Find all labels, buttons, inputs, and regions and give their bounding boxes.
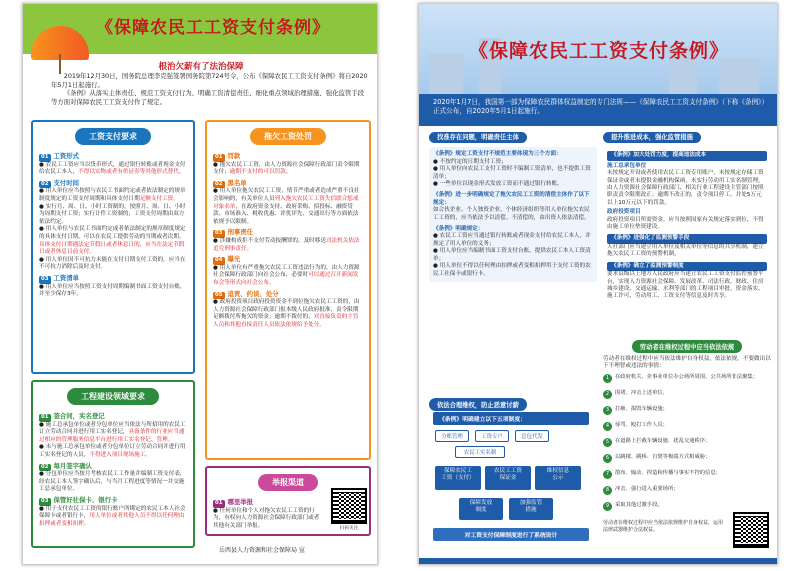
system-box: 农民工实名制: [455, 446, 505, 458]
box-wage-requirements-title: 工资支付要求: [75, 128, 151, 145]
section-lawful: [603, 334, 771, 371]
left-intro: [51, 72, 369, 106]
section-accountability: 05 追责、约谈、处分: [215, 289, 279, 298]
building-shape: [719, 58, 759, 94]
box-penalties-body: [213, 150, 363, 329]
left-qr-caption: 扫码关注: [339, 526, 359, 531]
list-item: 8 冲击、强行进入重要场所；: [603, 486, 771, 499]
system-box: 保障发放 制度: [459, 498, 503, 520]
system-box: 维权信息 公示: [535, 466, 581, 490]
left-footer: 岳西县人力资源和社会保障局 宣: [219, 547, 305, 554]
section-supervision-pill: 提升推进成本，强化监管措施: [603, 132, 701, 143]
list-item: 5 在道路上拦截车辆设施、扰乱交通秩序；: [603, 438, 771, 451]
section-fine: 01 罚款: [215, 152, 241, 160]
section-criminal: 03 刑事责任: [215, 228, 254, 237]
blacklist-text: ● 用人单位拖欠农民工工资，情节严重或者造成严重不良社会影响的，有关单位人员列入拖欠农民工工资失信联合惩戒对象名单，在政府资金支持、政府采购、招投标、融资贷款、市场准入、税收优惠、评优评先、交通出行等方面依法依规予以限制。: [213, 188, 360, 225]
section-where-report: 01 哪里举报: [215, 498, 254, 506]
pay-time-text: ● 用人单位应当按照与农民工书面约定或者依法制定的规章制度规定的工资支付周期和具体支付日期足额支付工资。: [39, 188, 186, 202]
exposure-text: ● 用人单位有严重拖欠农民工工资违法行为的，由人力资源社会保障行政部门向社会公布，必要时可以通过召开新闻发布会等形式向社会公布。: [213, 264, 360, 286]
pay-time-text-2: ● 实行月、周、日、小时工资制的，按照月、周、日、小时为周期支付工资；实行计件工资制的，工资支付周期由双方依法约定。: [39, 203, 186, 225]
section-blacklist: 02 黑名单: [215, 178, 247, 187]
wage-form-text: ● 农民工工资应当以货币形式，通过银行转账或者现金支付给农民工本人，不得以实物或者有价证券等其他形式替代。: [39, 161, 186, 176]
box-construction: [31, 380, 195, 548]
section-rights: [429, 392, 597, 411]
box-penalties-title: 拖欠工资处罚: [250, 128, 326, 145]
contract-text-2: ● 未与施工总承包单位或者分包单位订立劳动合同并进行用工实名登记的人员，不得进入项目现场施工。: [39, 444, 186, 458]
lawful-footer: 劳动者在维权过程中应当依法依规维护自身权益，运用法律武器维护合法权益。: [603, 520, 724, 533]
right-title: 《保障农民工工资支付条例》: [468, 40, 729, 62]
pay-time-text-3: ● 用人单位与农民工书面约定或者依法制定的规章制度规定的具体支付日期，可以在农民工提供劳动的当期或者次期。具体支付日期遇法定节假日或者休息日的，应当在法定节假日或者休息日前支付。: [39, 226, 186, 256]
section-supervision: [603, 132, 771, 305]
box-wage-requirements: [31, 120, 195, 374]
fine-text: ● 拖欠农民工工资，由人力资源社会保障行政部门责令限期支付；逾期不支付的可以罚款。: [213, 161, 360, 176]
left-poster: [22, 3, 378, 565]
section-cards: 03 保管好社保卡、银行卡: [41, 495, 118, 504]
list-item: 1 在政府机关、企事业单位办公场所周围、公共场所非法聚集；: [603, 374, 771, 387]
left-title: 《保障农民工工资支付条例》: [96, 18, 330, 38]
right-qr-code: [733, 512, 769, 548]
section-pay-time: 02 支付时间: [41, 178, 80, 187]
wage-list-text: ● 用人单位应当按照工资支付周期编制书面工资支付台账，并至少保存3年。: [39, 283, 186, 298]
system-box: 农民工工资 保证金: [485, 466, 531, 490]
forbidden-list: [603, 374, 771, 518]
list-item: 9 采取其他过激手段。: [603, 502, 771, 515]
accountability-text: ● 政府投资项目政府投资资金不到位拖欠农民工工资的，由人力资源社会保障行政部门报本级人民政府批准，责令限期足额拨付所拖欠的资金；逾期不拨付的，对直接负责的主管人员和其他直接责任人员依法依规给予处分。: [213, 299, 360, 328]
section-wage-list: 03 工资清单: [41, 273, 80, 282]
box-wage-requirements-body: [39, 150, 187, 299]
section-lawful-pill: 劳动者在维权过程中应当依法依规: [632, 340, 742, 353]
section-rights-pill: 依法合理维权，防止恶意讨薪: [429, 398, 527, 411]
left-subtitle: 根治欠薪有了法治保障: [158, 62, 244, 72]
right-intro: 2020年1月7日，我国第一部为保障农民群体权益制定的专门法规——《保障农民工工资支付条例》（下称《条例》）正式公布，自2020年5月1日起施行。: [419, 94, 778, 126]
section-responsibility: [429, 132, 597, 282]
left-intro-2: 《条例》从落实主体责任、规范工资支付行为、明确工资清偿责任、细化重点领域治理措施、强化监管手段等方面对保障农民工工资支付作了规定。: [51, 89, 365, 106]
left-intro-1: 2019年12月30日，国务院总理李克强签署国务院第724号令，公布《保障农民工工资支付条例》将自2020年5月1日起施行。: [51, 72, 368, 89]
section-monthly-sign: 02 每月签字确认: [41, 461, 92, 470]
responsibility-card: 《条例》规定工资支付不规范主要体现为三个方面： ● 不按约定的日期支付工资； ● 用人单位向农民工支付工资时不编制工资清单，也不提供工资清单； ● 一些单位以现金形式发放工资而不通过银行转账。 《条例》进一步明确规定了拖欠农民工工资的清偿主体作了以下规定： 如合伙企业、个人独资企业、个体经济组织等用人单位拖欠农民工工资的，应当依法予以清偿。不清偿的，由出资人依法清偿。 《条例》明确规定： ● 农民工工资应当通过银行转账或者现金支付给农民工本人，并规定了用人单位的义务； ● 用人单位应当编制书面工资支付台账，提供农民工本人工资清单； ● 用人单位不得以任何理由扣押或者变相扣押用于支付工资的农民工社保卡或银行卡。: [429, 147, 597, 282]
list-item: 2 围堵、冲击上述单位、: [603, 390, 771, 403]
section-contract: 01 签合同，实名登记: [41, 412, 105, 420]
system-box: 保障农民工 工资（支付）: [435, 466, 481, 490]
right-bottom-bar: [419, 558, 778, 564]
system-box: 加强监管 措施: [509, 498, 553, 520]
box-construction-body: [39, 410, 187, 528]
pay-time-text-4: ● 用人单位因不可抗力未能在支付日期支付工资的，应当在不可抗力消除后及时支付。: [39, 256, 186, 271]
cards-text: ● 用于支付农民工工资的银行账户所绑定的农民工本人社会保障卡或者银行卡，用人单位或者其他人员不得以任何理由扣押或者变相扣押。: [39, 505, 186, 527]
left-qr-code: [331, 488, 367, 524]
section-responsibility-pill: 找准存在问题，明确责任主体: [429, 132, 527, 143]
list-item: 6 以跳楼、跳桥、自焚等极端方式相威胁；: [603, 454, 771, 467]
monthly-sign-text: ● 分包单位应当按月考核农民工工作量并编制工资支付表，经农民工本人签字确认后，与当月工程进度等情况一并交施工总承包单位。: [39, 471, 186, 493]
system-box: 分账管理: [435, 430, 469, 442]
section-exposure: 04 曝光: [215, 255, 241, 264]
where-report-text: ● 任何单位和个人对拖欠农民工工资的行为，有权向人力资源社会保障行政部门或者其他有关部门举报。: [213, 507, 320, 529]
systems-summary-bar: 对工资支付保障制度进行了系统设计: [433, 528, 589, 541]
list-item: 3 打砸、损毁车辆设施；: [603, 406, 771, 419]
contract-text: ● 施工总承包单位或者分包单位应当依法与所招用的农民工订立劳动合同并进行用工实名登记，具备条件的行业应当通过相应的管理服务信息平台进行用工实名登记、管理。: [39, 421, 186, 443]
list-item: 7 散布、煽动、捏造和传播与事实不符的信息；: [603, 470, 771, 483]
system-box: 工资专户: [475, 430, 509, 442]
section-wage-form: 01 工资形式: [41, 152, 80, 160]
criminal-text: ● 涉嫌构成拒不支付劳动报酬罪的，及时移送司法机关依法追究刑事责任。: [213, 237, 360, 252]
box-report-title: 举报渠道: [258, 474, 318, 491]
system-box: 总包代发: [515, 430, 549, 442]
box-penalties: [205, 120, 371, 460]
box-report-body: [213, 496, 321, 530]
box-report: [205, 466, 371, 536]
lawful-lead: 劳动者在维权过程中应当依法维护自身权益，依法依规。不要做出以下不理智或违法的事情：: [603, 356, 771, 370]
right-poster: [418, 3, 778, 565]
box-construction-title: 工程建设领域要求: [67, 388, 159, 405]
supervision-card: 《条例》加大处罚力度，提高违法成本 施工总承包单位 未按规定开设或者使用农民工工资专用账户，未按规定存储工资保证金或者未提供金融机构保函，未实行劳动用工实名制管理，由人力资源社会保障行政部门、相关行业工程建设主管部门按照职责责令限期改正；逾期不改正的，责令项目停工，并处5万元以上10万元以下的罚款。 政府投资项目 政府投资项目所需资金，应当按照国家有关规定落实到位，不得由施工单位垫资建设。 《条例》进强化了监测预警手段 人社部门应当建立用人单位及相关单位等信息的共享机制，建立拖欠农民工工资的预警机制。 《条例》确立了监测预警制度 要求县级以上地方人民政府应当建立农民工工资支付监控预警平台，实现人力资源社会保障、发展改革、司法行政、财政、住房城乡建设、交通运输、水利等部门的工程项目审批、资金落实、施工许可、劳动用工、工资支付等信息及时共享。: [603, 147, 771, 304]
list-item: 4 辱骂、殴打工作人员；: [603, 422, 771, 435]
five-systems-bar: 《条例》明确建立以下五项制度：: [433, 412, 589, 425]
